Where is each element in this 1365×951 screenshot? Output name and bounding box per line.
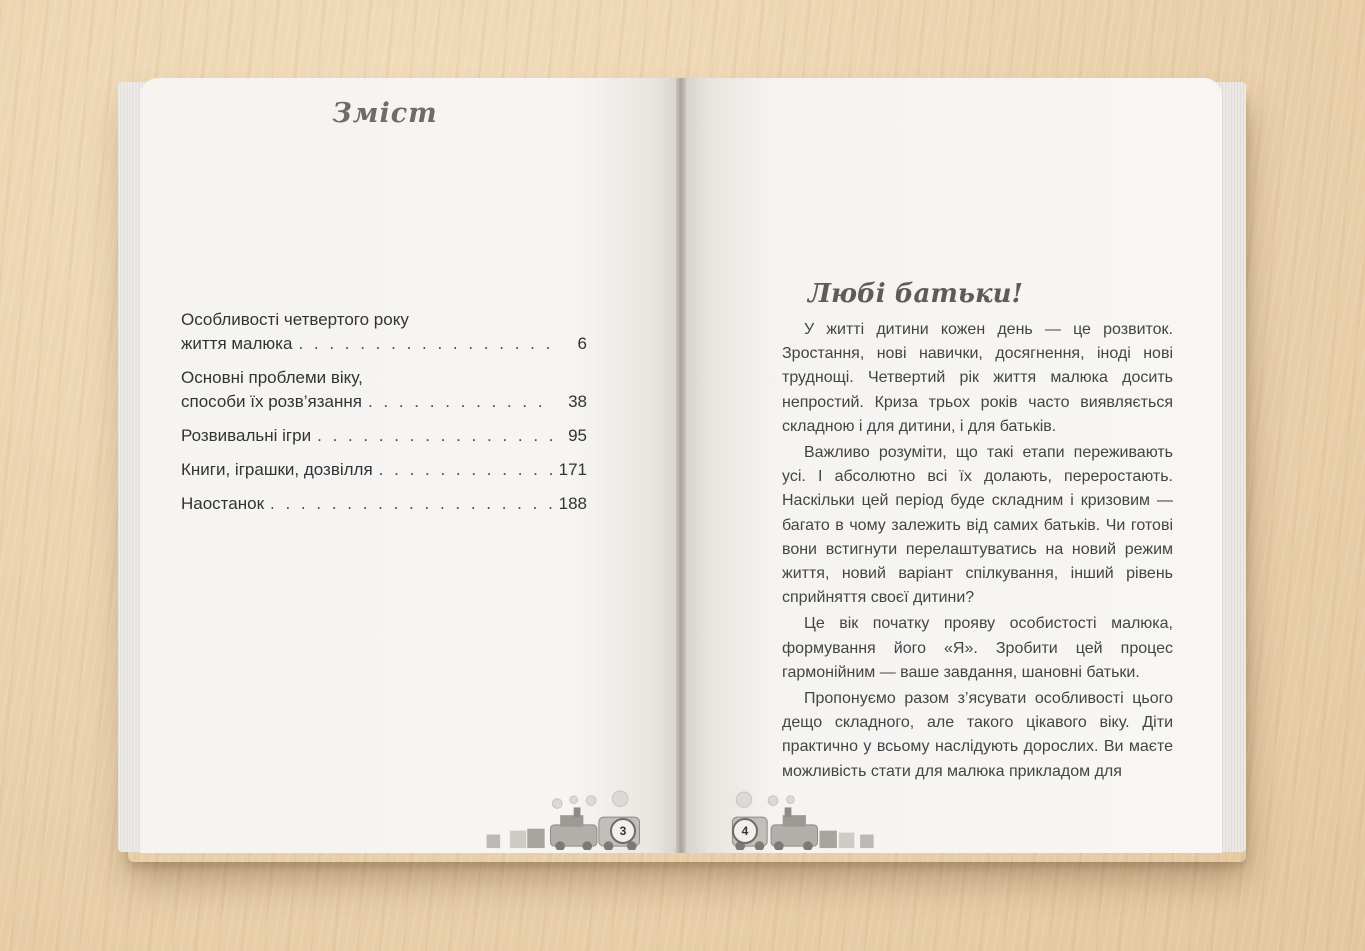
toc-page-number: 38 (568, 392, 587, 411)
paragraph: Важливо розуміти, що такі етапи переживають усі. І абсолютно всі їх долають, переростають. Наскільки цей період буде складним і кризовим — багато в чому залежить від самих батьків. Чи готові вони встигнути перелаштуватись на новий режим життя, новий варіант спілкування, інший рівень сприйняття своєї дитини? (782, 444, 1173, 607)
toc-page-number: 171 (558, 460, 587, 479)
toc-title: Зміст (332, 98, 438, 129)
toc-entry (181, 458, 587, 482)
toy-block-icon (819, 831, 873, 848)
toc-leader-dots (379, 458, 553, 482)
toc-entry-title: Наостанок (181, 494, 265, 513)
paragraph: Це вік початку прояву особистості малюка, формування його «Я». Зробити цей процес гармонійним — ваше завдання, шановні батьки. (782, 615, 1173, 681)
toc-leader-dots (368, 390, 553, 414)
smoke-icon (552, 791, 627, 808)
book-gutter (676, 78, 686, 853)
toc-leader-dots (298, 332, 553, 356)
table-of-contents (181, 308, 587, 526)
toc-entry (181, 366, 587, 414)
toc-leader-dots (270, 492, 553, 516)
toc-entry-title: способи їх розв’язання (181, 392, 362, 411)
page-number-right: 4 (732, 818, 758, 844)
toy-block-icon (487, 829, 545, 848)
toc-leader-dots (317, 424, 553, 448)
toc-entry (181, 308, 587, 356)
paragraph: У житті дитини кожен день — це розвиток. Зростання, нові навички, досягнення, іноді нові труднощі. Четвертий рік життя малюка досить непростий. Криза трьох років часто виявляється складною і для дитини, і для батьків. (782, 321, 1173, 435)
page-number-left: 3 (610, 818, 636, 844)
toc-page-number: 6 (577, 334, 587, 353)
toc-entry-line1: Особливості четвертого року (181, 310, 409, 329)
toc-entry-line1: Основні проблеми віку, (181, 368, 363, 387)
smoke-icon (736, 792, 794, 807)
toc-entry-title: Книги, іграшки, дозвілля (181, 460, 373, 479)
intro-body (782, 318, 1173, 786)
intro-title: Любі батьки! (808, 279, 1023, 309)
paragraph: Пропонуємо разом з’ясувати особливості цього дещо складного, але такого цікавого віку. Діти практично у всьому наслідують дорослих. Ви маєте можливість стати для малюка прикладом для (782, 690, 1173, 780)
toc-entry-title: життя малюка (181, 334, 293, 353)
toc-entry-title: Розвивальні ігри (181, 426, 312, 445)
toc-entry (181, 492, 587, 516)
toc-entry (181, 424, 587, 448)
toc-page-number: 95 (568, 426, 587, 445)
toc-page-number: 188 (558, 494, 587, 513)
